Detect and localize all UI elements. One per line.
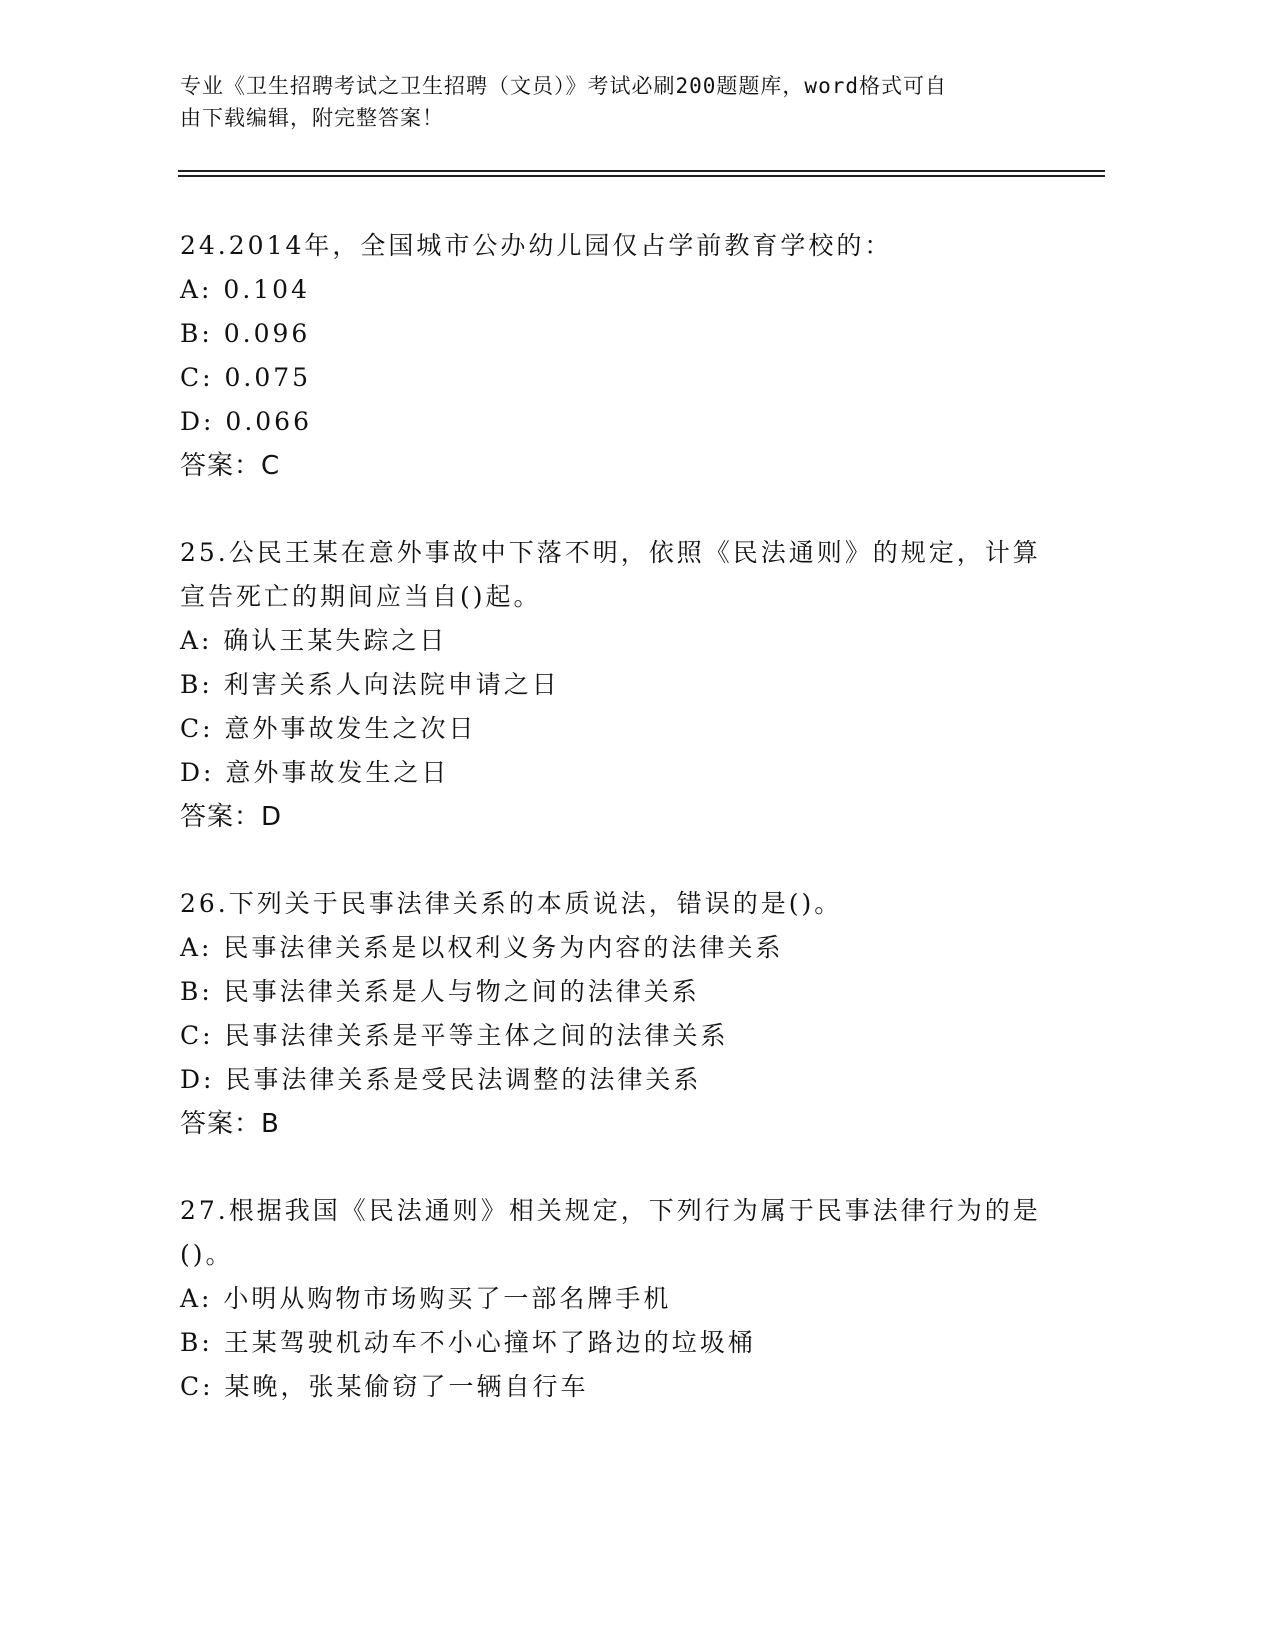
question-27 xyxy=(180,1189,1060,1409)
option-b: B: 民事法律关系是人与物之间的法律关系 xyxy=(180,977,700,1006)
option-b: B: 利害关系人向法院申请之日 xyxy=(180,670,560,699)
header-divider-bottom xyxy=(178,175,1105,177)
question-list xyxy=(180,224,1060,1452)
option-c: C: 意外事故发生之次日 xyxy=(180,714,477,743)
option-d: D: 民事法律关系是受民法调整的法律关系 xyxy=(180,1065,702,1094)
question-stem: 25.公民王某在意外事故中下落不明，依照《民法通则》的规定，计算 xyxy=(180,538,1041,567)
header-line-1: 专业《卫生招聘考试之卫生招聘（文员）》考试必刷200题题库，word格式可自 xyxy=(180,74,947,98)
question-24 xyxy=(180,224,1060,488)
question-stem: 26.下列关于民事法律关系的本质说法，错误的是()。 xyxy=(180,889,843,918)
option-c: C: 0.075 xyxy=(180,363,312,392)
option-a: A: 小明从购物市场购买了一部名牌手机 xyxy=(180,1284,672,1313)
question-stem-continued: 宣告死亡的期间应当自()起。 xyxy=(180,582,542,611)
option-b: B: 王某驾驶机动车不小心撞坏了路边的垃圾桶 xyxy=(180,1328,756,1357)
question-stem: 24.2014年，全国城市公办幼儿园仅占学前教育学校的： xyxy=(180,231,893,260)
option-c: C: 某晚，张某偷窃了一辆自行车 xyxy=(180,1372,589,1401)
answer-key: 答案：C xyxy=(180,451,281,481)
document-header xyxy=(180,70,1040,134)
option-d: D: 意外事故发生之日 xyxy=(180,758,450,787)
option-a: A: 0.104 xyxy=(180,275,310,304)
answer-key: 答案：B xyxy=(180,1109,280,1139)
option-a: A: 确认王某失踪之日 xyxy=(180,626,448,655)
question-stem: 27.根据我国《民法通则》相关规定，下列行为属于民事法律行为的是 xyxy=(180,1196,1041,1225)
header-divider-top xyxy=(178,170,1105,172)
option-d: D: 0.066 xyxy=(180,407,312,436)
question-26 xyxy=(180,882,1060,1146)
option-b: B: 0.096 xyxy=(180,319,311,348)
header-line-2: 由下载编辑，附完整答案！ xyxy=(180,106,444,130)
question-25 xyxy=(180,531,1060,839)
option-a: A: 民事法律关系是以权利义务为内容的法律关系 xyxy=(180,933,784,962)
answer-key: 答案：D xyxy=(180,802,283,832)
option-c: C: 民事法律关系是平等主体之间的法律关系 xyxy=(180,1021,729,1050)
question-stem-continued: ()。 xyxy=(180,1240,234,1269)
